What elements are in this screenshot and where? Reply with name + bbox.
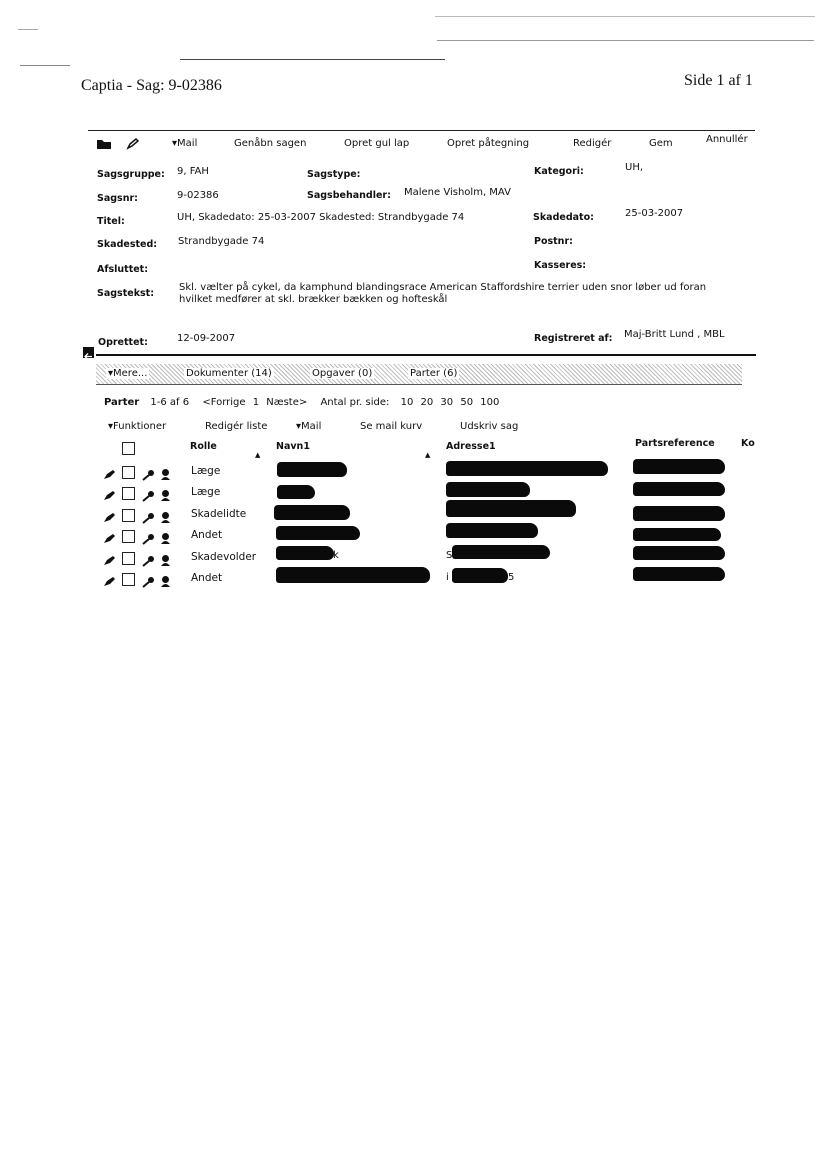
redaction-bar — [276, 567, 430, 583]
redaction-bar — [277, 462, 347, 477]
titel-value: UH, Skadedato: 25-03-2007 Skadested: Strandbygade 74 — [177, 212, 465, 223]
pager-prev[interactable]: <Forrige — [202, 397, 246, 408]
redaction-bar — [633, 506, 725, 521]
name-fragment: k — [333, 550, 339, 561]
titel-label: Titel: — [97, 216, 125, 227]
list-mail-label: Mail — [301, 421, 322, 432]
column-header-role[interactable]: Rolle — [190, 441, 217, 452]
select-all-checkbox[interactable] — [122, 442, 135, 455]
folder-icon[interactable] — [96, 138, 112, 153]
kategori-label: Kategori: — [534, 166, 584, 177]
mail-basket-button[interactable]: Se mail kurv — [360, 421, 423, 432]
pager-range: 1-6 af 6 — [150, 397, 190, 408]
pager-next[interactable]: Næste> — [266, 397, 308, 408]
key-icon[interactable] — [142, 487, 155, 506]
row-role: Læge — [191, 486, 221, 498]
postnr-label: Postnr: — [534, 236, 573, 247]
print-case-button[interactable]: Udskriv sag — [460, 421, 519, 432]
person-icon[interactable] — [159, 487, 172, 506]
top-divider — [88, 130, 755, 131]
column-header-address[interactable]: Adresse1 — [446, 441, 496, 452]
oprettet-label: Oprettet: — [98, 337, 148, 348]
sagsbehandler-value: Malene Visholm, MAV — [404, 187, 511, 198]
pager — [104, 397, 503, 408]
sagsgruppe-value: 9, FAH — [177, 166, 209, 177]
row-role: Andet — [191, 572, 223, 584]
pager-page[interactable]: 1 — [252, 397, 260, 408]
redaction-bar — [276, 546, 334, 560]
person-icon[interactable] — [159, 573, 172, 592]
collapse-icon[interactable] — [83, 347, 94, 358]
tab-parties[interactable]: Parter (6) — [410, 368, 458, 379]
cancel-button[interactable]: Annullér — [706, 134, 748, 145]
tab-tasks[interactable]: Opgaver (0) — [312, 368, 373, 379]
skadedato-label: Skadedato: — [533, 212, 594, 223]
row-checkbox[interactable] — [122, 509, 135, 522]
row-role: Læge — [191, 465, 221, 477]
redaction-bar — [633, 459, 725, 474]
case-toolbar — [96, 136, 756, 154]
sagstekst-value: Skl. vælter på cykel, da kamphund blandingsrace American Staffordshire terrier uden snor løber ud foran hvilket medfører at skl. brækker bækken og hofteskål — [179, 282, 707, 305]
redaction-bar — [633, 567, 725, 581]
address-fragment: S — [446, 550, 453, 561]
redaction-bar — [633, 528, 721, 541]
address-fragment: i — [446, 572, 449, 583]
per-page-label: Antal pr. side: — [320, 397, 390, 408]
page-number: Side 1 af 1 — [684, 72, 753, 89]
mail-label: Mail — [177, 138, 198, 149]
save-button[interactable]: Gem — [649, 138, 673, 149]
column-header-reference[interactable]: Partsreference — [635, 438, 715, 449]
page-title: Captia - Sag: 9-02386 — [81, 77, 222, 94]
edit-list-button[interactable]: Redigér liste — [205, 421, 268, 432]
oprettet-value: 12-09-2007 — [177, 333, 236, 344]
kasseres-label: Kasseres: — [534, 260, 587, 271]
row-checkbox[interactable] — [122, 466, 135, 479]
tab-bar — [96, 364, 742, 385]
edit-pencil-icon[interactable] — [103, 487, 117, 506]
redaction-bar — [276, 526, 360, 540]
address-fragment: 5 — [508, 572, 515, 583]
skadedato-value: 25-03-2007 — [625, 208, 684, 219]
annotation-button[interactable]: Opret påtegning — [447, 138, 530, 149]
section-divider — [96, 354, 756, 356]
redaction-bar — [446, 500, 576, 517]
redaction-bar — [633, 546, 725, 560]
column-header-extra[interactable]: Ko — [741, 438, 755, 449]
pencil-icon[interactable] — [126, 138, 140, 153]
edit-pencil-icon[interactable] — [103, 530, 117, 549]
afsluttet-label: Afsluttet: — [97, 264, 149, 275]
row-checkbox[interactable] — [122, 552, 135, 565]
skadested-value: Strandbygade 74 — [178, 236, 265, 247]
row-role: Skadelidte — [191, 508, 247, 520]
registreret-label: Registreret af: — [534, 333, 613, 344]
redaction-bar — [452, 545, 550, 559]
row-checkbox[interactable] — [122, 487, 135, 500]
pager-title: Parter — [104, 397, 140, 408]
per-page-20[interactable]: 20 — [420, 397, 434, 408]
tab-documents[interactable]: Dokumenter (14) — [186, 368, 272, 379]
reopen-case-button[interactable]: Genåbn sagen — [234, 138, 307, 149]
redaction-bar — [446, 523, 538, 538]
redaction-bar — [274, 505, 350, 520]
redaction-bar — [452, 568, 508, 583]
key-icon[interactable] — [142, 530, 155, 549]
per-page-50[interactable]: 50 — [460, 397, 474, 408]
sort-role-icon[interactable]: ▲ — [255, 451, 261, 459]
edit-button[interactable]: Redigér — [573, 138, 612, 149]
key-icon[interactable] — [142, 573, 155, 592]
sagstekst-label: Sagstekst: — [97, 288, 155, 299]
per-page-30[interactable]: 30 — [440, 397, 454, 408]
registreret-value: Maj-Britt Lund , MBL — [624, 329, 725, 340]
sort-name-icon[interactable]: ▲ — [425, 451, 431, 459]
functions-menu[interactable]: ▾Funktioner — [108, 421, 167, 432]
sagsnr-value: 9-02386 — [177, 190, 219, 201]
per-page-100[interactable]: 100 — [480, 397, 500, 408]
yellow-note-button[interactable]: Opret gul lap — [344, 138, 410, 149]
redaction-bar — [446, 461, 608, 476]
mail-menu[interactable]: ▾Mail — [172, 138, 198, 149]
edit-pencil-icon[interactable] — [103, 573, 117, 592]
sagsgruppe-label: Sagsgruppe: — [97, 169, 165, 180]
skadested-label: Skadested: — [97, 239, 158, 250]
kategori-value: UH, — [625, 162, 644, 173]
row-role: Skadevolder — [191, 551, 257, 563]
person-icon[interactable] — [159, 530, 172, 549]
row-checkbox[interactable] — [122, 530, 135, 543]
column-header-name[interactable]: Navn1 — [276, 441, 310, 452]
row-checkbox[interactable] — [122, 573, 135, 586]
per-page-10[interactable]: 10 — [400, 397, 414, 408]
redaction-bar — [277, 485, 315, 499]
sagsnr-label: Sagsnr: — [97, 193, 138, 204]
tab-more[interactable]: ▾Mere... — [108, 368, 148, 379]
functions-label: Funktioner — [113, 421, 167, 432]
row-role: Andet — [191, 529, 223, 541]
tab-more-label: Mere... — [113, 368, 148, 379]
sagsbehandler-label: Sagsbehandler: — [307, 190, 391, 201]
redaction-bar — [446, 482, 530, 497]
sagstype-label: Sagstype: — [307, 169, 361, 180]
list-mail-menu[interactable]: ▾Mail — [296, 421, 322, 432]
redaction-bar — [633, 482, 725, 496]
